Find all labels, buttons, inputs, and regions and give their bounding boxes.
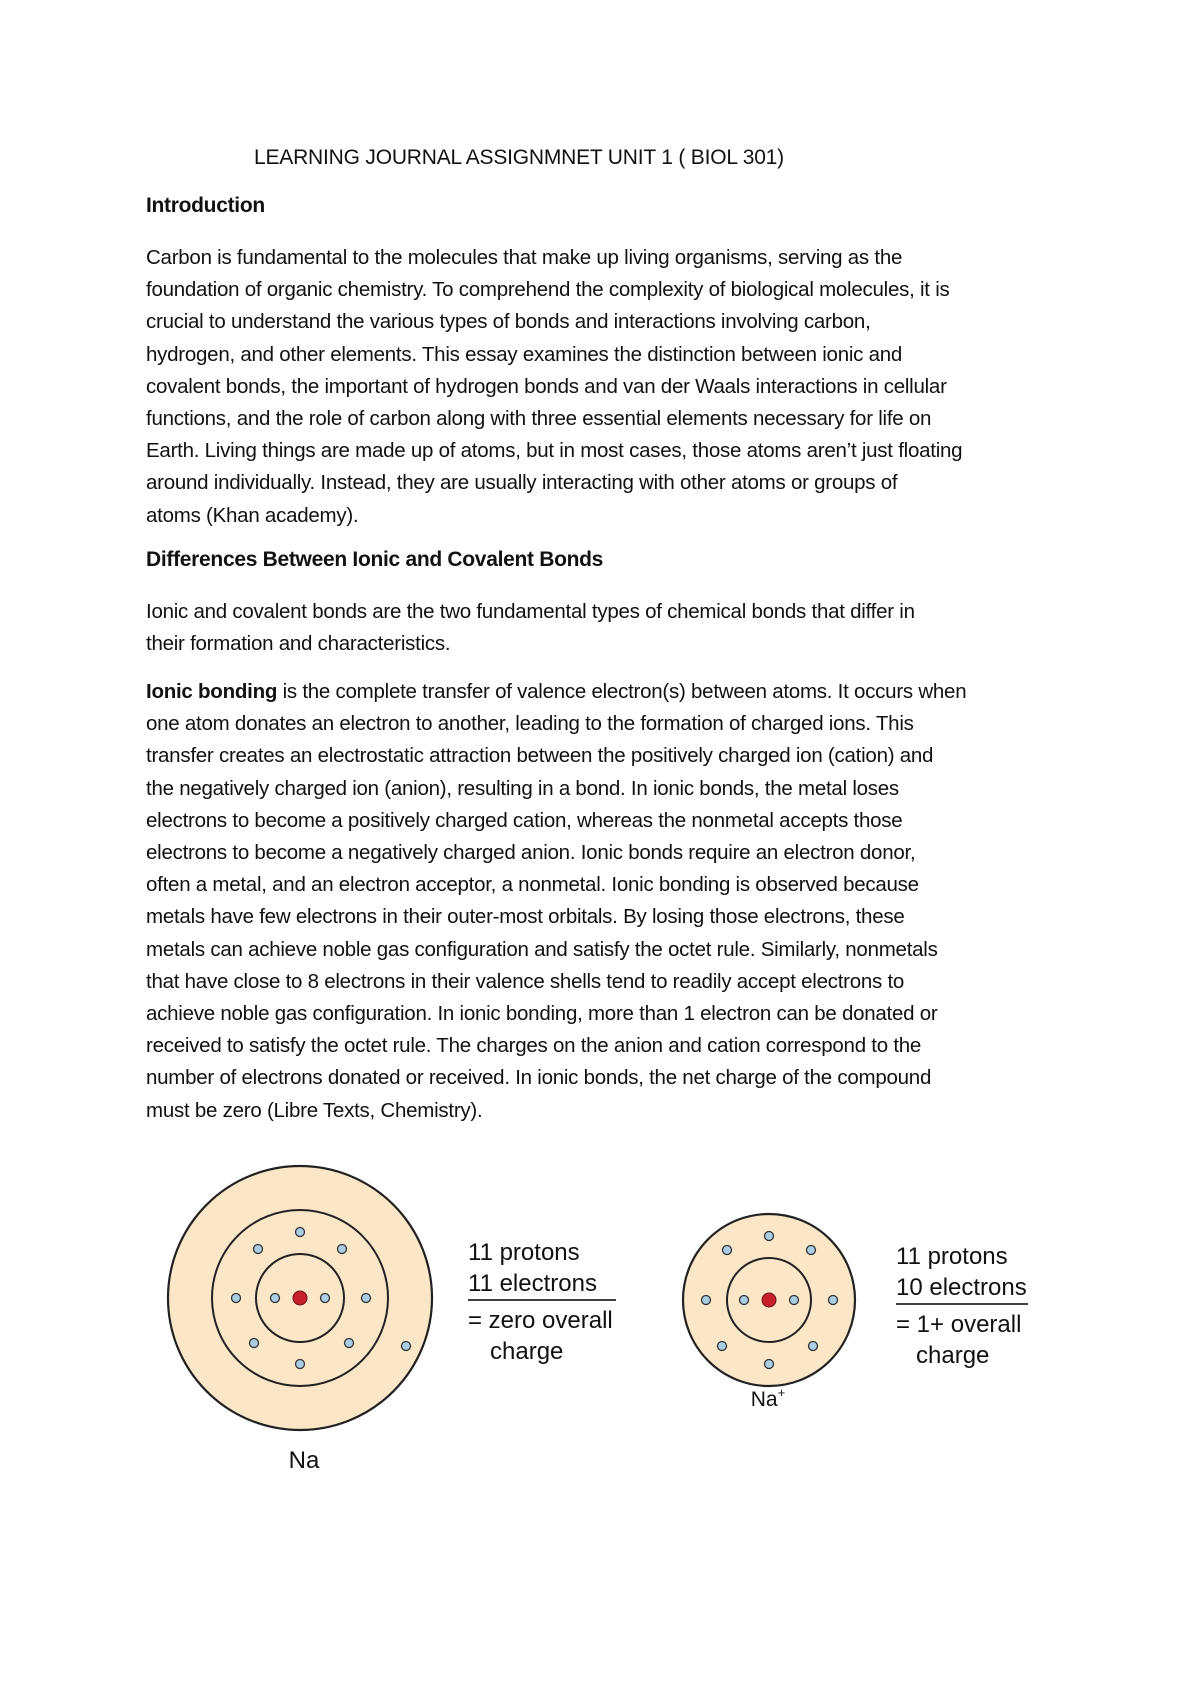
paragraph-line: the negatively charged ion (anion), resulting in a bond. In ionic bonds, the metal loses xyxy=(146,776,899,800)
paragraph-line: Carbon is fundamental to the molecules that make up living organisms, serving as the xyxy=(146,246,903,269)
paragraph-line: metals have few electrons in their outer-most orbitals. By losing those electrons, these xyxy=(146,905,905,929)
electron xyxy=(740,1296,749,1305)
differences-intro-paragraph xyxy=(146,596,1071,660)
atom-label: Na xyxy=(288,1447,320,1474)
sodium-ion-figure xyxy=(0,1150,1200,1490)
electron xyxy=(250,1339,259,1348)
electron xyxy=(254,1245,263,1254)
ion-label xyxy=(751,1385,785,1411)
paragraph-line: Ionic and covalent bonds are the two fundamental types of chemical bonds that differ in xyxy=(146,600,915,623)
paragraph-line: covalent bonds, the important of hydrogen bonds and van der Waals interactions in cellular xyxy=(146,374,947,398)
electron xyxy=(232,1294,241,1303)
paragraph-line: crucial to understand the various types of bonds and interactions involving carbon, xyxy=(146,310,871,334)
nucleus xyxy=(762,1293,776,1307)
ion-charge-superscript: + xyxy=(777,1385,786,1400)
ion-charge-calculation xyxy=(896,1243,1028,1369)
paragraph-line xyxy=(146,676,1071,708)
paragraph-line: often a metal, and an electron acceptor, a nonmetal. Ionic bonding is observed because xyxy=(146,873,919,897)
electron xyxy=(338,1245,347,1254)
paragraph-line: foundation of organic chemistry. To comprehend the complexity of biological molecules, it is xyxy=(146,278,950,302)
paragraph-line: hydrogen, and other elements. This essay examines the distinction between ionic and xyxy=(146,342,903,366)
charge-result-continued: charge xyxy=(916,1342,990,1369)
introduction-heading: Introduction xyxy=(146,194,265,217)
electron xyxy=(362,1294,371,1303)
paragraph-line: achieve noble gas configuration. In ionic bonding, more than 1 electron can be donated or xyxy=(146,1002,938,1026)
paragraph-line: received to satisfy the octet rule. The charges on the anion and cation correspond to the xyxy=(146,1034,922,1058)
paragraph-line: electrons to become a negatively charged anion. Ionic bonds require an electron donor, xyxy=(146,841,916,865)
nucleus xyxy=(293,1291,307,1305)
electron xyxy=(271,1294,280,1303)
electron xyxy=(296,1228,305,1237)
paragraph-line: metals can achieve noble gas configuration and satisfy the octet rule. Similarly, nonmetals xyxy=(146,937,938,961)
electron xyxy=(765,1232,774,1241)
electron xyxy=(402,1342,411,1351)
charge-result: = 1+ overall xyxy=(896,1311,1022,1338)
paragraph-line: one atom donates an electron to another, leading to the formation of charged ions. This xyxy=(146,712,914,736)
electron xyxy=(702,1296,711,1305)
paragraph-line: their formation and characteristics. xyxy=(146,632,451,656)
paragraph-line: Earth. Living things are made up of atoms, but in most cases, those atoms aren’t just floating xyxy=(146,439,963,463)
ionic-bonding-paragraph xyxy=(146,676,1071,1127)
proton-count: 11 protons xyxy=(468,1239,580,1266)
paragraph-line: electrons to become a positively charged cation, whereas the nonmetal accepts those xyxy=(146,808,903,832)
electron xyxy=(790,1296,799,1305)
electron xyxy=(345,1339,354,1348)
paragraph-line: must be zero (Libre Texts, Chemistry). xyxy=(146,1098,483,1122)
paragraph-line: that have close to 8 electrons in their valence shells tend to readily accept electrons to xyxy=(146,969,905,993)
sodium-ion-diagram xyxy=(683,1214,855,1411)
electron xyxy=(723,1246,732,1255)
proton-count: 11 protons xyxy=(896,1243,1008,1270)
document-title: LEARNING JOURNAL ASSIGNMNET UNIT 1 ( BIOL 301) xyxy=(254,146,784,169)
paragraph-line: atoms (Khan academy). xyxy=(146,503,359,527)
ion-label-base: Na xyxy=(750,1388,778,1411)
sodium-atom-diagram xyxy=(168,1166,432,1474)
electron xyxy=(807,1246,816,1255)
charge-result: = zero overall xyxy=(468,1307,613,1334)
electron xyxy=(321,1294,330,1303)
electron xyxy=(829,1296,838,1305)
charge-result-continued: charge xyxy=(490,1338,564,1365)
paragraph-line: number of electrons donated or received. In ionic bonds, the net charge of the compound xyxy=(146,1066,932,1090)
atom-charge-calculation xyxy=(468,1239,616,1365)
ionic-bonding-term: Ionic bonding xyxy=(146,680,278,703)
electron-count: 11 electrons xyxy=(468,1270,597,1297)
paragraph-line-rest: is the complete transfer of valence electron(s) between atoms. It occurs when xyxy=(277,680,967,703)
electron xyxy=(296,1360,305,1369)
electron-count: 10 electrons xyxy=(896,1274,1027,1301)
paragraph-line: around individually. Instead, they are usually interacting with other atoms or groups of xyxy=(146,471,898,495)
electron xyxy=(718,1342,727,1351)
paragraph-line: transfer creates an electrostatic attraction between the positively charged ion (cation) and xyxy=(146,744,934,768)
electron xyxy=(809,1342,818,1351)
paragraph-line: functions, and the role of carbon along with three essential elements necessary for life on xyxy=(146,407,932,431)
electron xyxy=(765,1360,774,1369)
differences-heading: Differences Between Ionic and Covalent Bonds xyxy=(146,548,604,571)
introduction-paragraph xyxy=(146,242,1071,532)
